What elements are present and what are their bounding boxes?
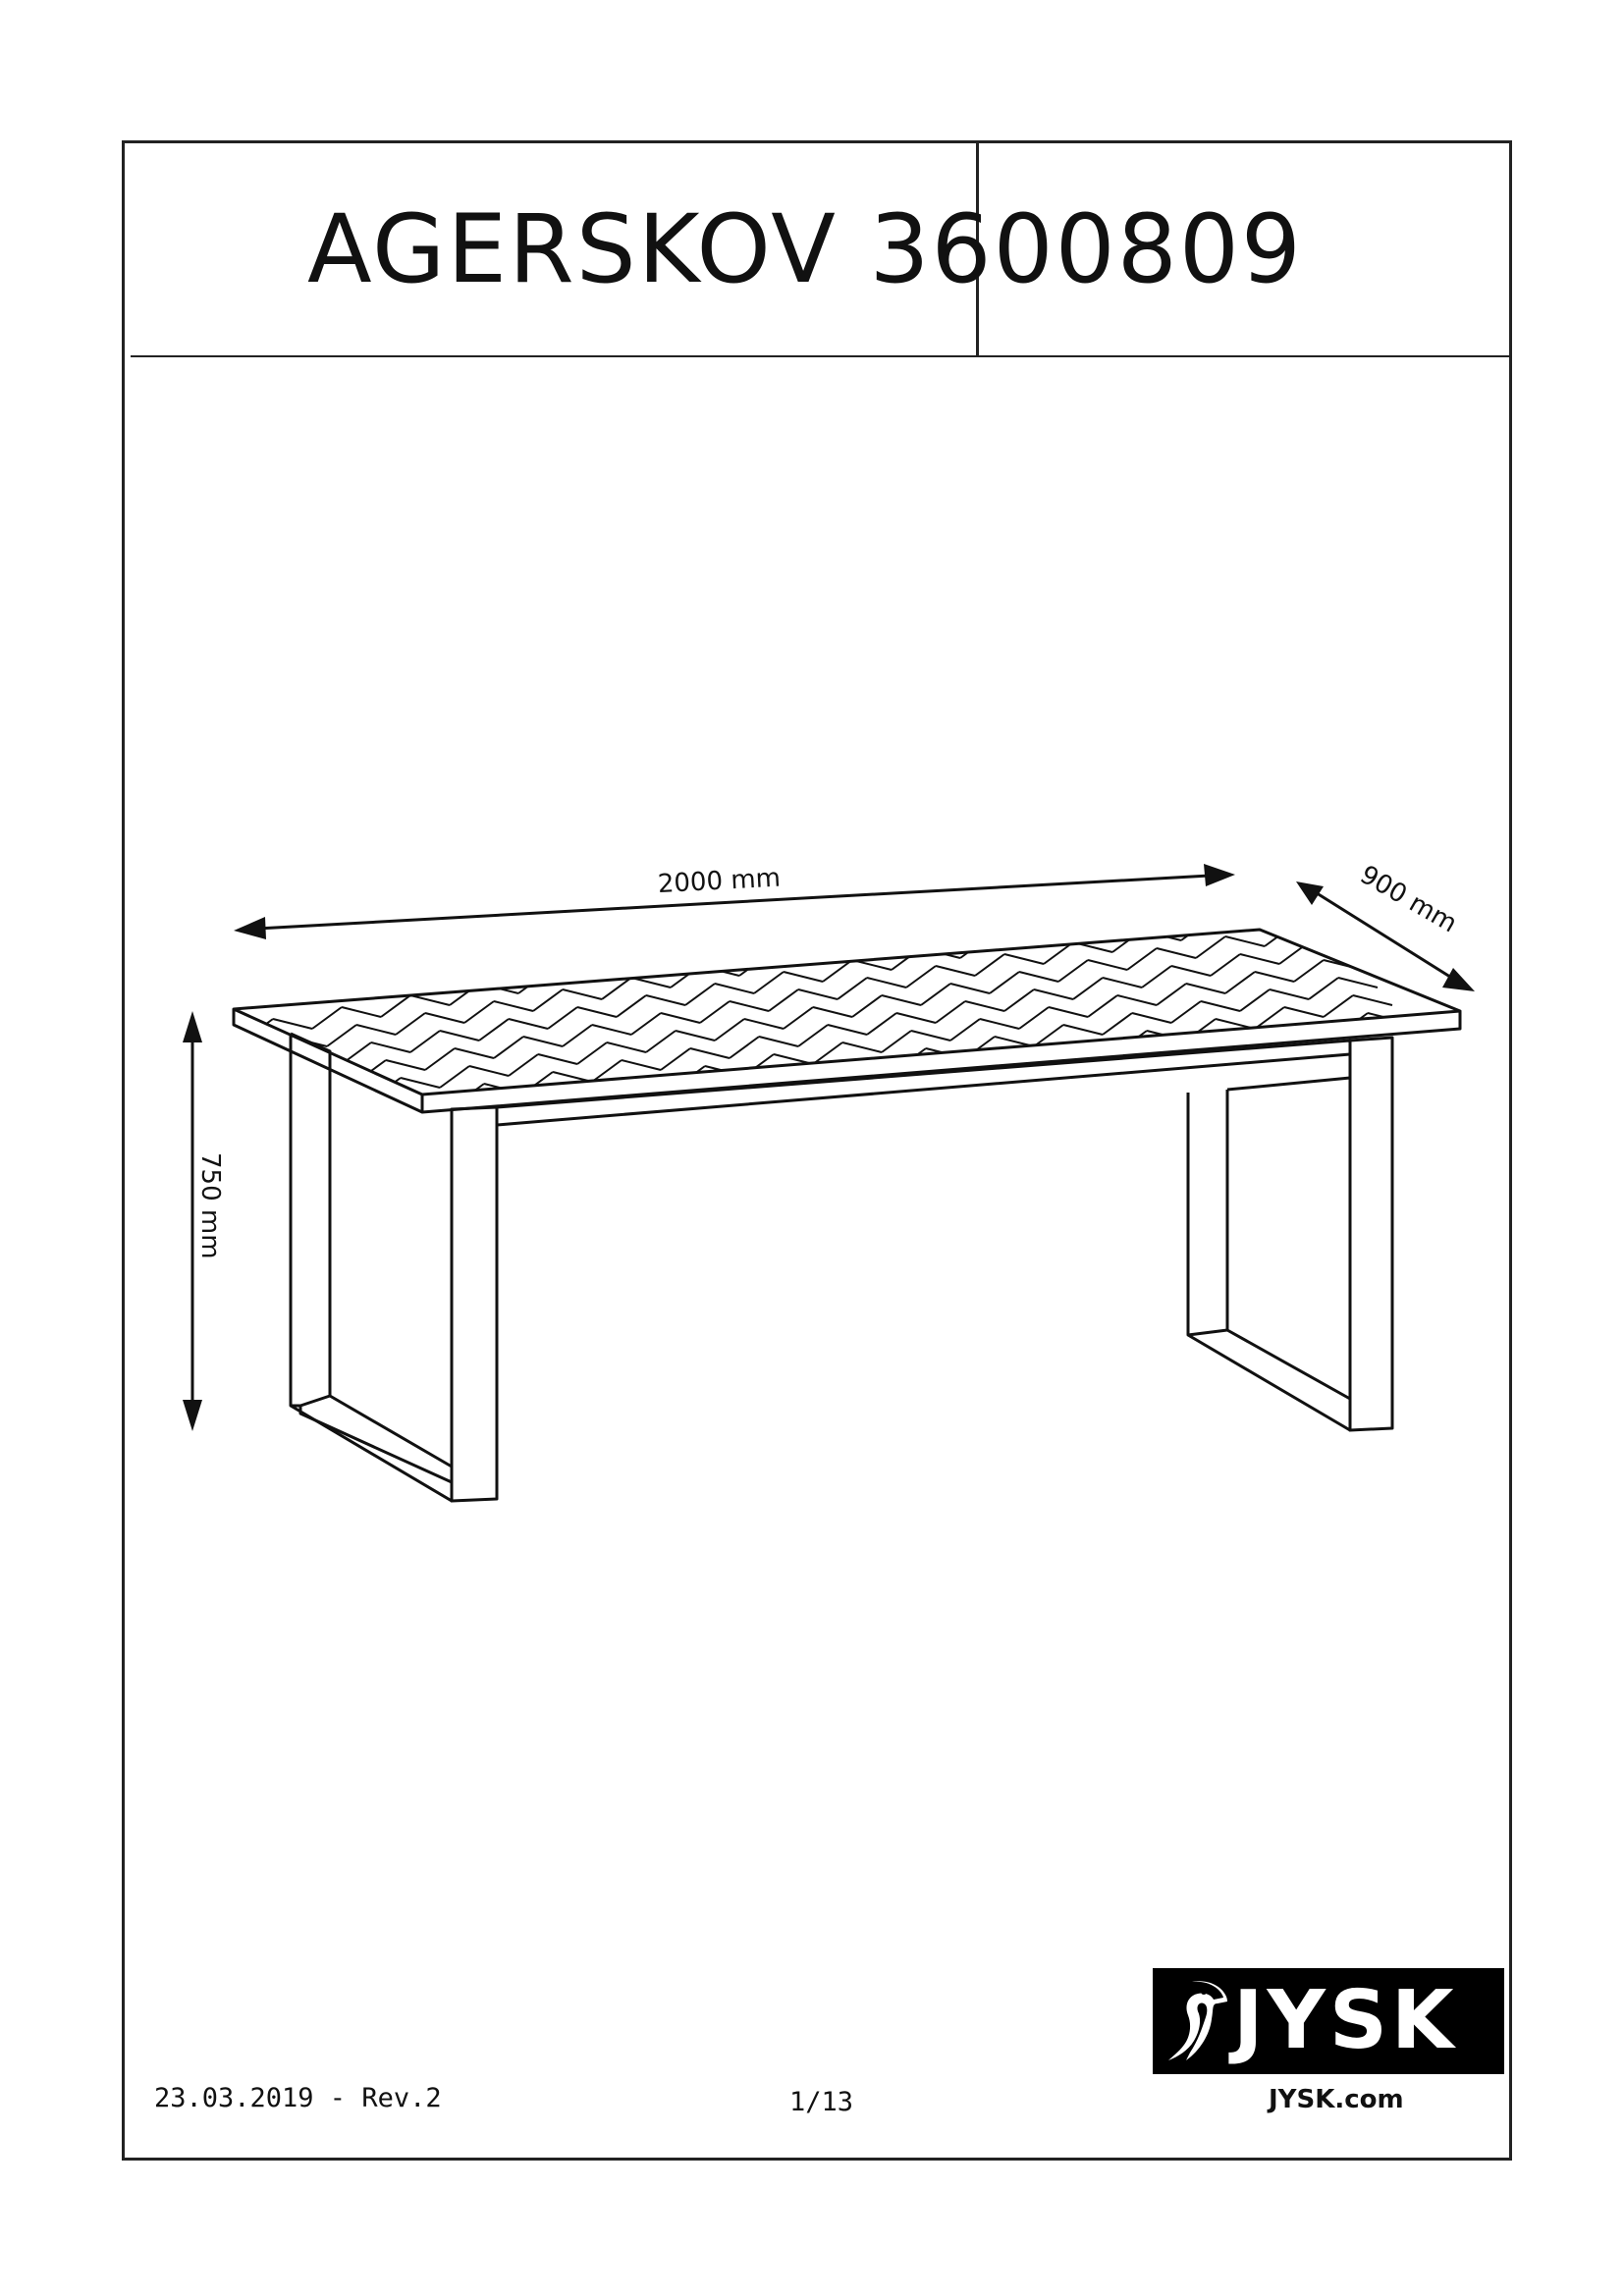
brand-wordmark: JYSK bbox=[1233, 1974, 1458, 2067]
depth-label: 900 mm bbox=[1354, 860, 1462, 939]
product-title: AGERSKOV 3600809 bbox=[307, 194, 1303, 304]
length-label: 2000 mm bbox=[657, 863, 782, 900]
page-number: 1/13 bbox=[789, 2087, 854, 2117]
table-illustration bbox=[234, 854, 1481, 1501]
brand-url: JYSK.com bbox=[1269, 2085, 1404, 2114]
height-label: 750 mm bbox=[195, 1152, 225, 1259]
left-leg bbox=[291, 1034, 497, 1501]
date-revision: 23.03.2019 - Rev.2 bbox=[154, 2083, 442, 2113]
right-leg bbox=[1188, 1038, 1392, 1430]
